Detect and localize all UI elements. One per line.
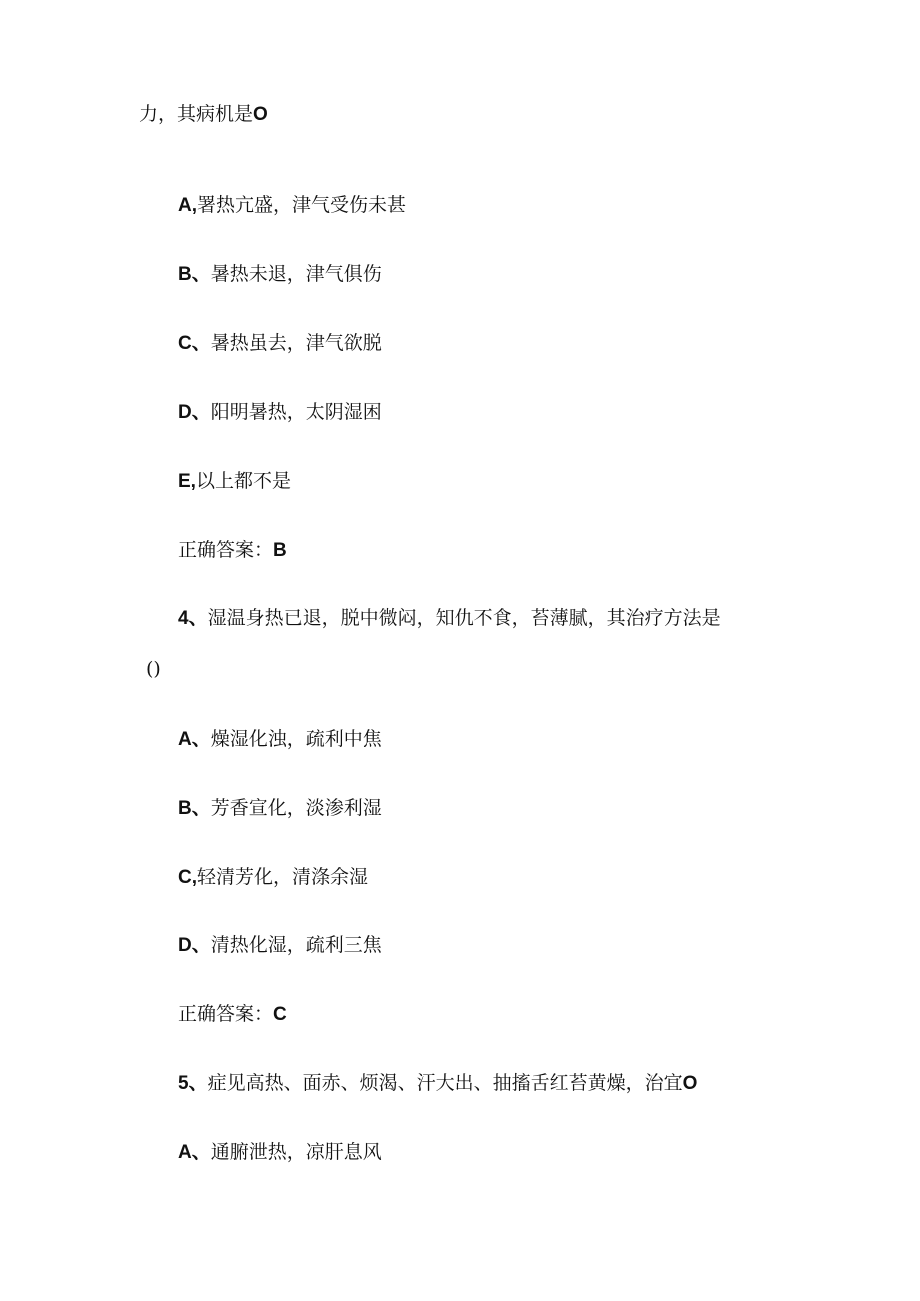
question-number: 4、 — [178, 608, 208, 629]
question-4-stem-end — [146, 657, 161, 681]
option-text: 署热亢盛，津气受伤未甚 — [197, 194, 407, 216]
option-letter: B、 — [178, 798, 211, 819]
answer-value: C — [273, 1004, 287, 1025]
question-3-option-d — [178, 400, 382, 425]
question-3-option-a — [178, 193, 406, 218]
option-text: 燥湿化浊，疏利中焦 — [210, 728, 382, 750]
answer-label: 正确答案： — [178, 1003, 274, 1025]
option-letter: A, — [178, 195, 197, 216]
option-letter: B、 — [178, 264, 211, 285]
blank-mark: O — [682, 1073, 698, 1094]
option-text: 芳香宣化，淡渗利湿 — [210, 797, 382, 819]
question-5-stem — [178, 1071, 697, 1096]
question-4-option-c — [178, 865, 368, 890]
option-letter: D、 — [178, 402, 211, 423]
option-letter: C, — [178, 867, 197, 888]
option-text: 阳明暑热，太阴湿困 — [210, 401, 382, 423]
answer-label: 正确答案： — [178, 539, 274, 561]
question-4-option-d — [178, 933, 382, 958]
option-text: 暑热未退，津气俱伤 — [210, 263, 382, 285]
question-3-stem-continuation — [139, 102, 268, 127]
stem-text: 症见高热、面赤、烦渴、汗大出、抽搐舌红苔黄燥，治宜 — [207, 1072, 683, 1094]
question-3-answer — [178, 538, 287, 563]
option-text: 暑热虽去，津气欲脱 — [210, 332, 382, 354]
question-number: 5、 — [178, 1073, 208, 1094]
option-letter: C、 — [178, 333, 211, 354]
stem-text: 湿温身热已退，脱中微闷，知仇不食，苔薄腻，其治疗方法是 — [207, 607, 721, 629]
question-5-option-a — [178, 1140, 382, 1165]
option-letter: A、 — [178, 1142, 211, 1163]
question-3-option-e — [178, 469, 291, 494]
question-4-answer — [178, 1002, 287, 1027]
option-text: 清热化湿，疏利三焦 — [210, 934, 382, 956]
question-4-option-b — [178, 796, 382, 821]
question-4-option-a — [178, 727, 382, 752]
option-letter: E, — [178, 471, 196, 492]
answer-value: B — [273, 540, 287, 561]
stem-text: 力，其病机是 — [139, 103, 254, 125]
question-4-stem — [178, 606, 721, 631]
option-text: 通腑泄热，凉肝息风 — [210, 1141, 382, 1163]
blank-parentheses: () — [146, 658, 161, 680]
option-text: 轻清芳化，清涤余湿 — [197, 866, 369, 888]
option-letter: D、 — [178, 935, 211, 956]
question-3-option-b — [178, 262, 382, 287]
option-letter: A、 — [178, 729, 211, 750]
blank-mark: O — [253, 104, 268, 125]
option-text: 以上都不是 — [195, 470, 291, 492]
question-3-option-c — [178, 331, 382, 356]
